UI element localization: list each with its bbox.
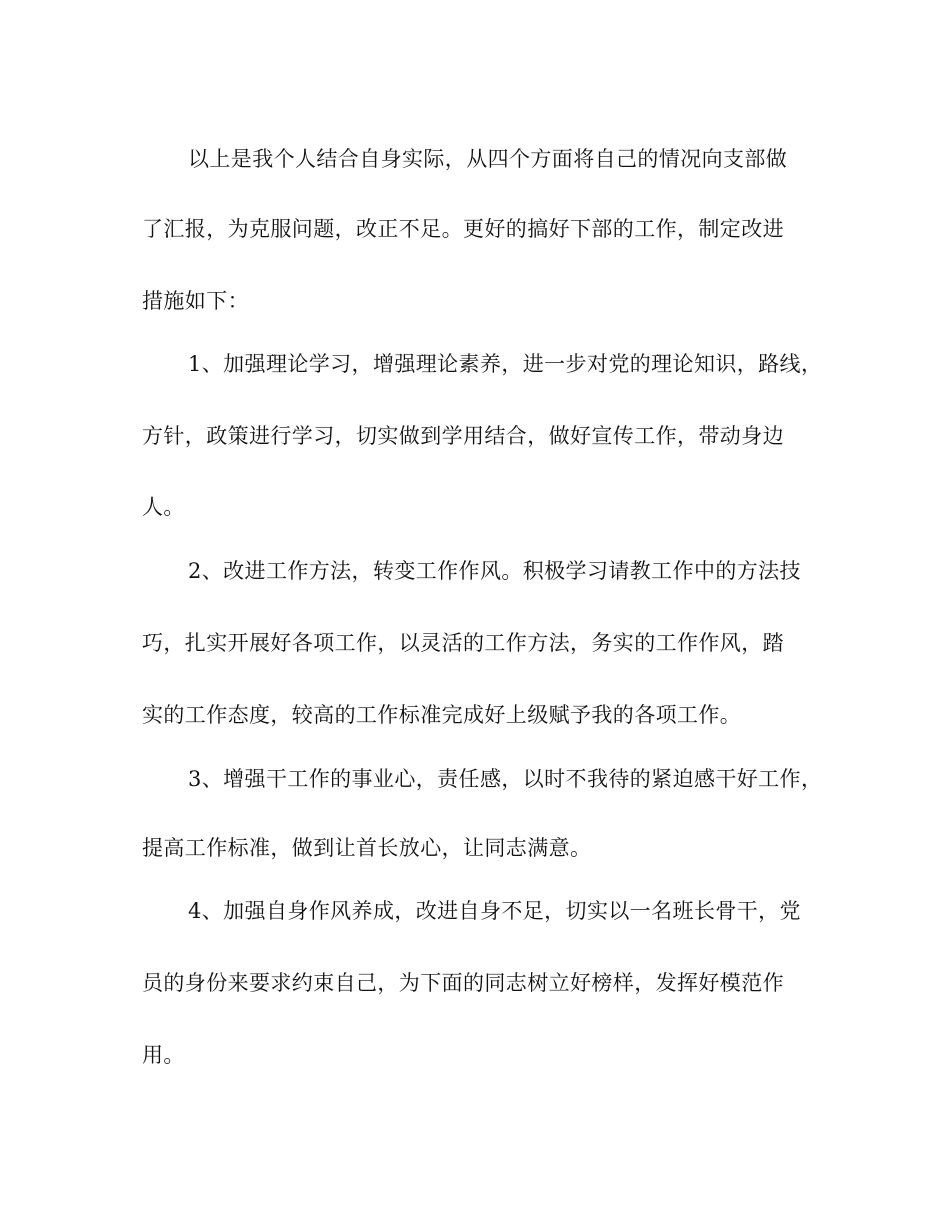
text-line: 了汇报，为克服问题，改正不足。更好的搞好下部的工作，制定改进 [142,217,784,241]
text-line: 方针，政策进行学习，切实做到学用结合，做好宣传工作，带动身边 [142,424,784,448]
text-line: 措施如下： [142,289,249,313]
text-line: 实的工作态度，较高的工作标准完成好上级赋予我的各项工作。 [142,703,742,727]
text-line: 1、加强理论学习，增强理论素养，进一步对党的理论知识，路线， [188,352,823,376]
text-line: 2、改进工作方法，转变工作作风。积极学习请教工作中的方法技 [188,559,801,583]
text-line: 员的身份来要求约束自己，为下面的同志树立好榜样，发挥好模范作 [142,971,784,995]
text-line: 4、加强自身作风养成，改进自身不足，切实以一名班长骨干，党 [188,899,801,923]
text-line: 人。 [142,495,185,519]
text-line: 3、增强干工作的事业心，责任感，以时不我待的紧迫感干好工作， [188,767,823,791]
text-line: 巧，扎实开展好各项工作，以灵活的工作方法，务实的工作作风，踏 [142,631,784,655]
text-line: 提高工作标准，做到让首长放心，让同志满意。 [142,836,592,860]
text-line: 用。 [142,1043,185,1067]
text-line: 以上是我个人结合自身实际，从四个方面将自己的情况向支部做 [188,147,788,171]
